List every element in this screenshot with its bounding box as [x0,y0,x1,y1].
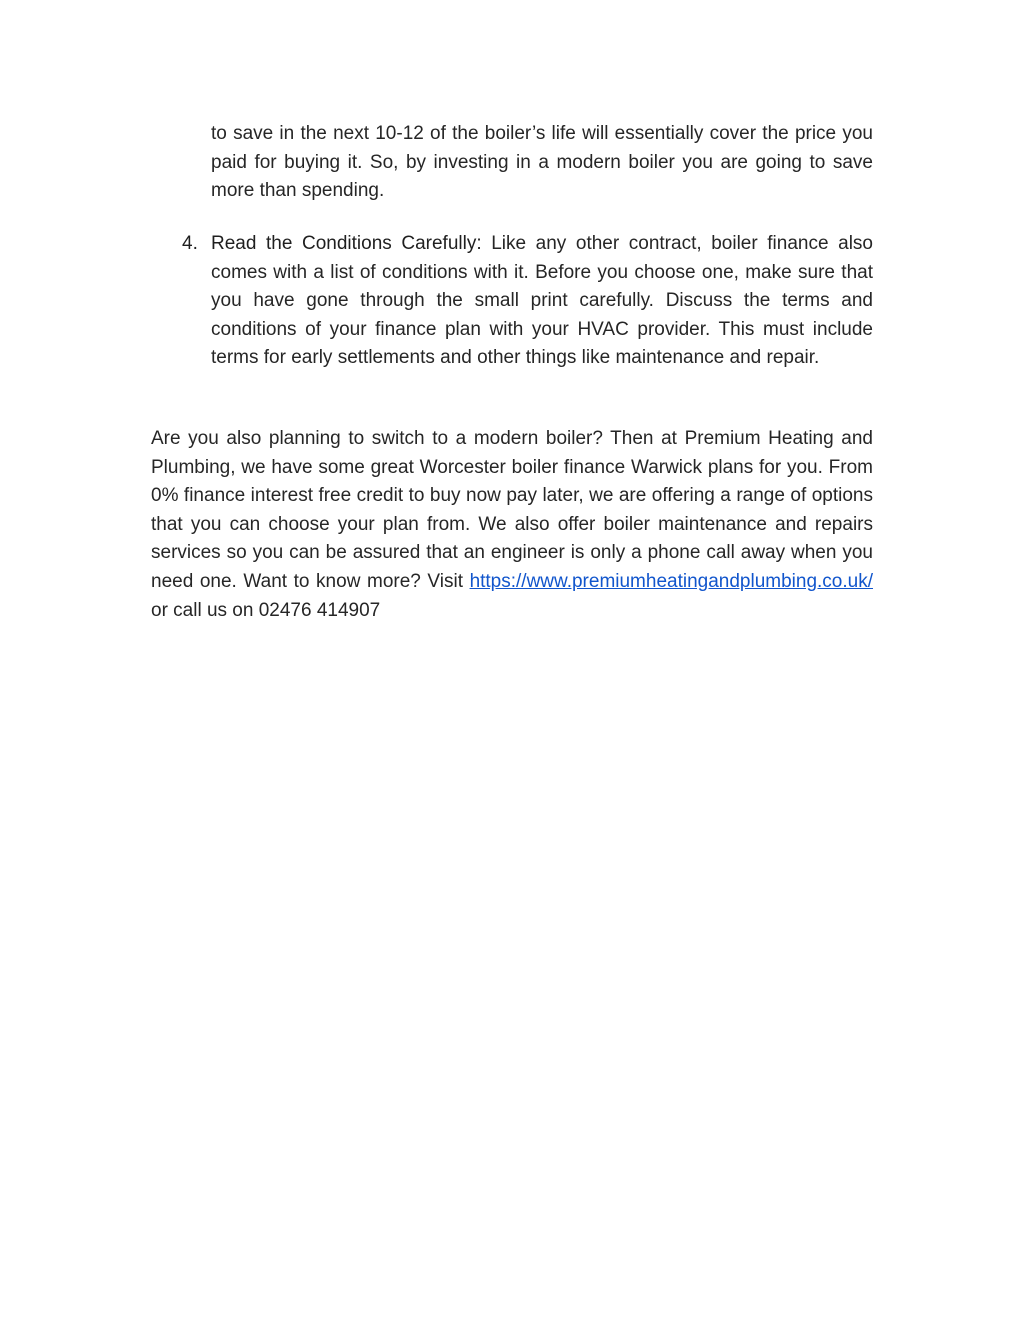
website-link[interactable]: https://www.premiumheatingandplumbing.co.uk/ [469,570,873,592]
list-item-content [182,230,873,373]
list-item-body: Like any other contract, boiler finance also comes with a list of conditions with it. Before you choose one, make sure that you have gone through the small print carefully. Discuss the terms and conditions of your finance plan with your HVAC provider. This must include terms for early settlements and other things like maintenance and repair. [211,233,873,369]
closing-paragraph-text: Are you also planning to switch to a modern boiler? Then at Premium Heating and Plumbing, we have some great Worcester boiler finance Warwick plans for you. From 0% finance interest free credit to buy now pay later, we are offering a range of options that you can choose your plan from. We also offer boiler maintenance and repairs services so you can be assured that an engineer is only a phone call away when you need one. Want to know more? Visit [151,428,873,592]
continuation-paragraph: to save in the next 10-12 of the boiler’s life will essentially cover the price you paid for buying it. So, by investing in a modern boiler you are going to save more than spending. [211,123,873,202]
list-item-number: 4. [182,233,198,254]
list-item-heading: Read the Conditions Carefully: [211,233,482,254]
closing-paragraph-contact: or call us on 02476 414907 [151,599,381,621]
list-item-read-conditions [182,230,873,373]
closing-paragraph [151,425,873,625]
